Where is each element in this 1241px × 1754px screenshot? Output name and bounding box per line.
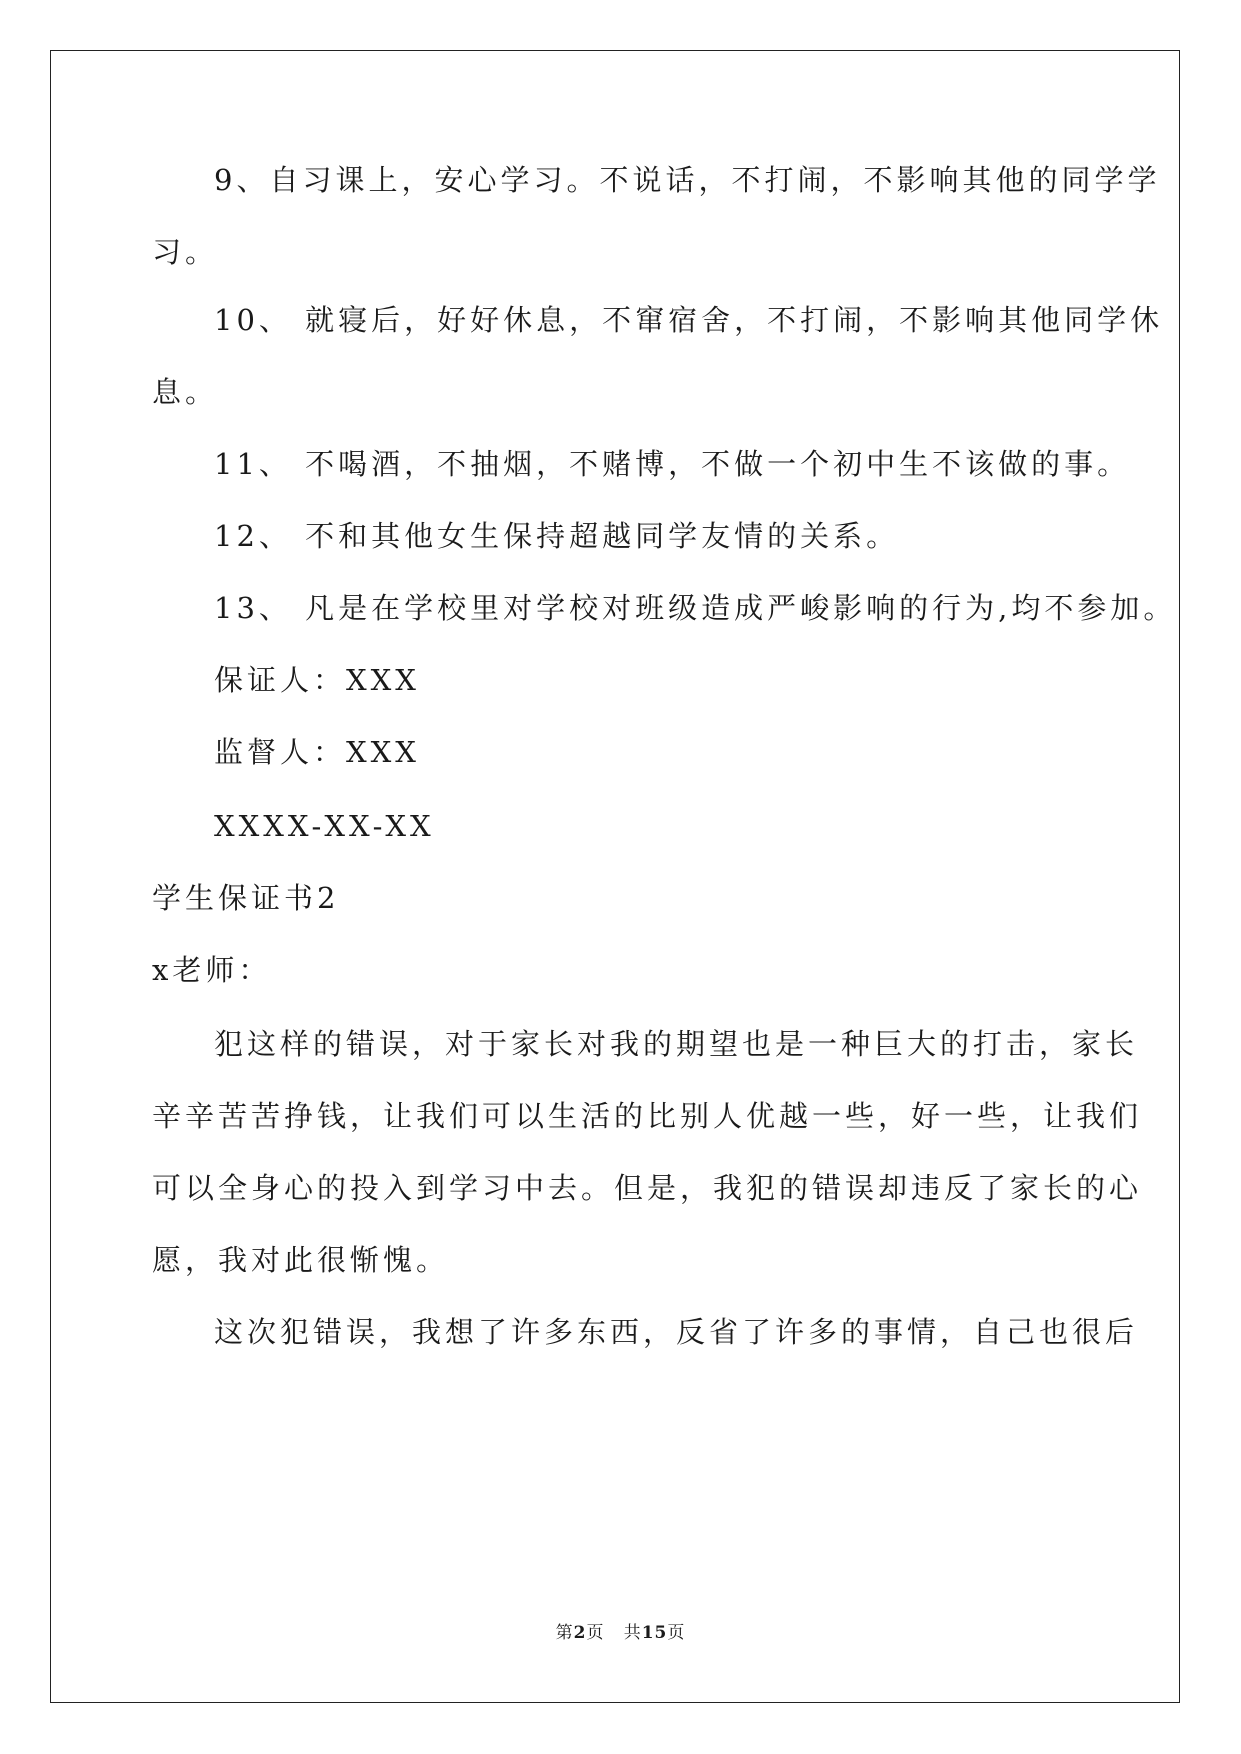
salutation: x老师： bbox=[152, 953, 272, 987]
page-border bbox=[50, 50, 1180, 1703]
paragraph-line: 犯这样的错误，对于家长对我的期望也是一种巨大的打击，家长 bbox=[214, 1027, 1139, 1061]
paragraph-line: 10、 就寝后，好好休息，不窜宿舍，不打闹，不影响其他同学休 bbox=[214, 303, 1164, 337]
paragraph-line: 11、 不喝酒，不抽烟，不赌博，不做一个初中生不该做的事。 bbox=[214, 447, 1131, 481]
page-footer bbox=[0, 1618, 1241, 1643]
footer-prefix: 第 bbox=[555, 1623, 574, 1643]
paragraph-line: 13、 凡是在学校里对学校对班级造成严峻影响的行为,均不参加。 bbox=[214, 591, 1177, 625]
footer-total-pages: 15 bbox=[641, 1623, 668, 1643]
paragraph-line: 12、 不和其他女生保持超越同学友情的关系。 bbox=[214, 519, 900, 553]
section-title: 学生保证书2 bbox=[152, 881, 340, 915]
paragraph-line: 9、自习课上，安心学习。不说话，不打闹，不影响其他的同学学 bbox=[214, 163, 1161, 197]
footer-total-prefix: 共 bbox=[623, 1623, 642, 1643]
paragraph-line: 可以全身心的投入到学习中去。但是，我犯的错误却违反了家长的心 bbox=[152, 1171, 1143, 1205]
guarantor-line: 保证人：XXX bbox=[214, 663, 420, 697]
footer-total-suffix: 页 bbox=[667, 1623, 686, 1643]
date-line: XXXX-XX-XX bbox=[214, 809, 435, 843]
supervisor-line: 监督人：XXX bbox=[214, 735, 420, 769]
footer-page-number: 2 bbox=[573, 1623, 587, 1643]
paragraph-line: 这次犯错误，我想了许多东西，反省了许多的事情，自己也很后 bbox=[214, 1315, 1139, 1349]
paragraph-line: 愿，我对此很惭愧。 bbox=[152, 1243, 450, 1277]
footer-page-suffix: 页 bbox=[586, 1623, 605, 1643]
paragraph-line: 息。 bbox=[152, 375, 219, 409]
paragraph-line: 辛辛苦苦挣钱，让我们可以生活的比别人优越一些，好一些，让我们 bbox=[152, 1099, 1143, 1133]
paragraph-line: 习。 bbox=[152, 235, 219, 269]
